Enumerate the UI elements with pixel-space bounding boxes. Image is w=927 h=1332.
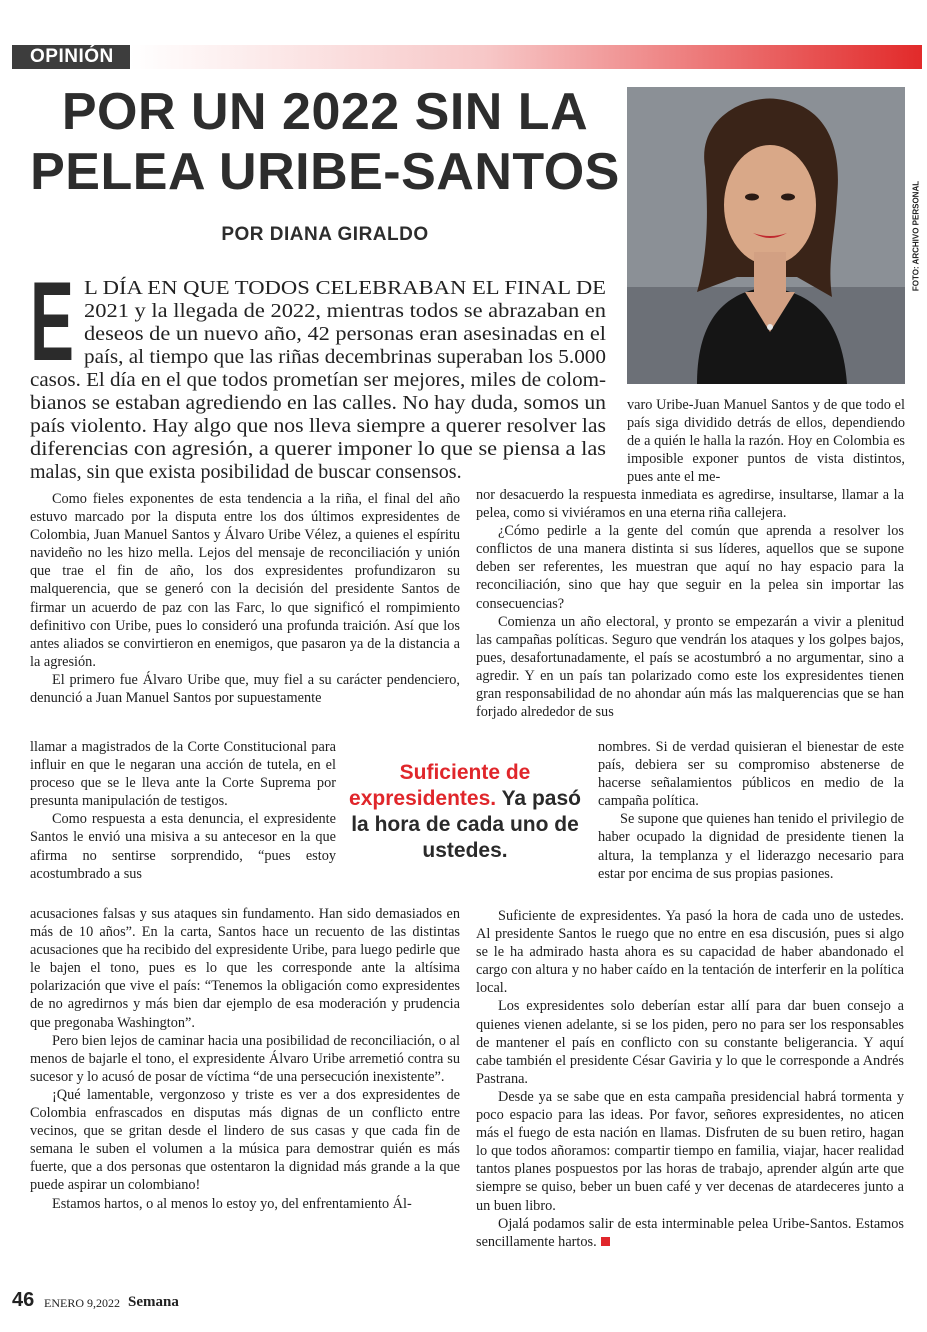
left-column-upper (30, 490, 460, 707)
lead-line-5-svg (30, 369, 606, 391)
right-paragraph-3: Comienza un año electoral, y pronto se empezarán a vivir a plenitud las campañas políticas. Seguro que vendrán los ataques y los golpes bajos, pues, desafortunadamente, el país se acostumbró a no argumentar, sino a agredir. Y en un país tan polarizado como este los expresidentes tienen gran responsabilidad de no ahondar aún más las malquerencias que se han forjado alrededor de sus (476, 613, 904, 721)
drop-cap (30, 259, 74, 384)
left-paragraph-3: Como respuesta a esta denuncia, el expresidente Santos le envió una misiva a su antecesor en la que afirma no sentirse sorprendido, “pues estoy acostumbrado a sus (30, 811, 336, 882)
lead-line-6-svg (30, 392, 606, 414)
right-top-paragraph: varo Uribe-Juan Manuel Santos y de que todo el país siga dividido detrás de ellos, dependiendo de a quién le halla la razón. Hoy en Colombia es imposible exponer puntos de vista distintos, pues ante el me- (627, 397, 905, 486)
right-column-top (627, 396, 905, 486)
pull-quote-dark-a: Ya (501, 787, 527, 810)
right-paragraph-4: Se supone que quienes han tenido el privilegio de haber ocupado la dignidad de presidente tienen la altura, la templanza y el liderazgo necesario para estar por encima de sus propias pasiones. (598, 811, 904, 882)
left-paragraph-3-cont: acusaciones falsas y sus ataques sin fundamento. Han sido demasiados en más de 10 años”. En la carta, Santos hace un recuento de las distintas acusaciones que ha recibido del expresidente Uribe, para luego pedirle que le bajen el tono, pues es lo que les corresponde ante la altísima polarización que vive el país: “Tenemos la obligación como expresidentes de no agredirnos y más bien dar ejemplo de esa moderación y prudencia que pregonaba Washington”. (30, 906, 460, 1031)
left-column-narrow (30, 738, 336, 883)
right-paragraph-8 (476, 1215, 904, 1251)
left-paragraph-5: ¡Qué lamentable, vergonzoso y triste es ver a dos expresidentes de Colombia enfrascados en disputas más dignas de un conflicto entre vecinos, que se gritan desde el lindero de sus casas y que cada fin de semana le suben el volumen a la música para demostrar quién es más fuerte, que a dos personas que ostentaron la dignidad más grande a la que puede aspirar un colombiano! (30, 1086, 460, 1194)
lead-line-4-svg (84, 346, 606, 368)
right-paragraph-6: Los expresidentes solo deberían estar allí para dar buen consejo a quienes vienen adelante, si se los piden, pero no para ser los responsables de mantener el país en conflicto con su constante beligerancia. Y aquí cabe también el presidente César Gaviria y lo que le corresponde a Andrés Pastrana. (476, 998, 904, 1087)
lead-text-2: 2021 y la llegada de 2022, mientras todos se abrazaban en (84, 300, 606, 322)
right-paragraph-5: Suficiente de expresidentes. Ya pasó la hora de cada uno de ustedes. Al presidente Santos le ruego que no entre en esa discusión, pues si algo se le ha admirado hasta ahora es su capacidad de haber abandonado el cargo con altura y no haber caído en la tentación de interferir en la política local. (476, 908, 904, 997)
lead-line-2-svg (84, 300, 606, 322)
right-column-upper (476, 486, 904, 721)
portrait-illustration (627, 87, 905, 384)
photo-credit-text: FOTO: ARCHIVO PERSONAL (911, 180, 921, 291)
lead-text-5: casos. El día en el que todos prometían ser mejores, miles de colom- (30, 369, 606, 391)
photo-credit (905, 87, 927, 384)
lead-text-3: deseos de un nuevo año, 42 personas eran asesinadas en el (84, 323, 607, 345)
lead-line-7-svg (30, 415, 606, 437)
headline (30, 82, 620, 202)
right-paragraph-7: Desde ya se sabe que en esta campaña presidencial habrá tormenta y poco espacio para las ideas. Por favor, señores expresidentes, no aticen más el fuego de esta nación en llamas. Disfruten de su buen retiro, hagan lo que todos añoramos: compartir tiempo en familia, viajar, hacer realidad tantos planes pospuestos por las horas de trabajo, aprender algún arte que siempre se quiso, beber un buen café y ver decenas de atardeceres junto a un buen libro. (476, 1088, 904, 1214)
right-column-narrow (598, 738, 904, 883)
drop-cap-glyph (30, 259, 74, 384)
lead-line-1-svg (84, 277, 606, 299)
lead-line-8-svg (30, 438, 606, 460)
publication-name: Semana (128, 1294, 179, 1310)
author-photo (627, 87, 905, 384)
right-paragraph-1: nor desacuerdo la respuesta inmediata es agredirse, insultarse, llamar a la pelea, como si viviéramos en una eterna riña callejera. (476, 487, 904, 522)
lead-line-9: malas, sin que exista posibilidad de buscar consensos. (30, 461, 462, 483)
section-gradient-bar (130, 45, 922, 69)
right-paragraph-2: ¿Cómo pedirle a la gente del común que aprenda a resolver los conflictos de una manera distinta si sus líderes, aquellos que se supone deben ser referentes, les muestran que aquí no hay espacio para la reconciliación, sino que hay que seguir en la pelea sin importar las consecuencias? (476, 523, 904, 612)
lead-text-4: país, al tiempo que las riñas decembrinas superaban los 5.000 (84, 346, 606, 368)
headline-line-1: POR UN 2022 SIN LA (61, 83, 589, 141)
left-paragraph-4: Pero bien lejos de caminar hacia una posibilidad de reconciliación, o al menos de bajarle el tono, el expresidente Álvaro Uribe arremetió contra su sucesor y lo acusó de posar de víctima “de una persecución inexistente”. (30, 1032, 460, 1085)
pull-quote-red: Suficiente de expresidentes. (349, 761, 531, 810)
right-column-lower (476, 907, 904, 1251)
lead-text-6: bianos se estaban agrediendo en las calles. No hay duda, somos un (30, 392, 606, 414)
left-column-lower (30, 905, 460, 1213)
left-paragraph-1: Como fieles exponentes de esta tendencia a la riña, el final del año estuvo marcado por la disputa entre los dos últimos expresidentes de Colombia, Juan Manuel Santos y Álvaro Uribe Vélez, a quienes el espíritu navideño no les hizo mella. Lejos del mensaje de reconciliación y unión que trae el fin de año, los dos expresidentes profundizaron su malquerencia, que se generó con la decisión del presidente Santos de firmar un acuerdo de paz con las Farc, lo que significó el rompimiento definitivo con Uribe, pues lo consideró una profunda traición. Así que los antes aliados se convirtieron en enemigos, que pasaron ya de la distancia a la agresión. (30, 491, 460, 670)
left-paragraph-6: Estamos hartos, o al menos lo estoy yo, del enfrentamiento Ál- (52, 1195, 412, 1212)
pull-quote-dark-b: pasó la hora de cada uno de ustedes. (351, 787, 581, 862)
end-mark-icon (601, 1237, 610, 1246)
left-paragraph-2: El primero fue Álvaro Uribe que, muy fiel a su carácter pendenciero, denunció a Juan Manuel Santos por supuestamente (30, 671, 460, 707)
lead-line-3-svg (84, 323, 606, 345)
page-number: 46 (12, 1289, 35, 1311)
lead-text-8: diferencias con agresión, a querer imponer lo que se piensa a las (30, 438, 607, 460)
section-label: OPINIÓN (30, 46, 114, 67)
left-paragraph-2-cont: llamar a magistrados de la Corte Constitucional para influir en que le negaran una acción de tutela, en el proceso que se le lleva ante la Corte Suprema por presunta manipulación de testigos. (30, 739, 336, 810)
byline: POR DIANA GIRALDO (221, 224, 429, 245)
lead-text-1: L DÍA EN QUE TODOS CELEBRABAN EL FINAL DE (84, 277, 546, 299)
pull-quote (345, 760, 585, 864)
issue-date: ENERO 9,2022 (44, 1296, 120, 1310)
lead-text-7: país violento. Hay algo que nos lleva siempre a querer resolver las (30, 415, 607, 437)
right-paragraph-3-cont: nombres. Si de verdad quisieran el bienestar de este país, debiera ser su compromiso abstenerse de hacerse señalamientos públicos en medio de la campaña política. (598, 739, 904, 810)
headline-line-2: PELEA URIBE-SANTOS (30, 143, 620, 201)
drop-cap-letter: E (30, 259, 74, 384)
right-paragraph-8-text: Ojalá podamos salir de esta interminable pelea Uribe-Santos. Estamos sencillamente hartos. (476, 1215, 904, 1250)
